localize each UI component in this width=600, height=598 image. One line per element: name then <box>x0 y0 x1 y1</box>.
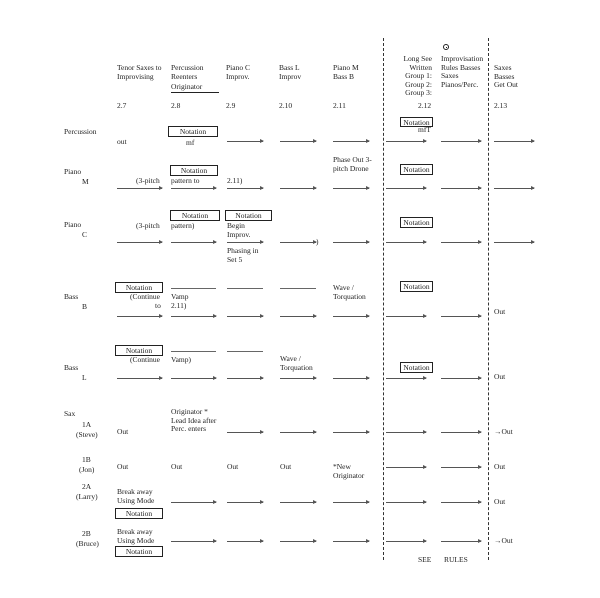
timeline-arrow <box>333 432 369 433</box>
timeline-arrow <box>280 502 316 503</box>
col-header-2-13: Saxes Basses Get Out <box>494 63 518 90</box>
row-sub-sax-2b: 2B <box>82 529 91 538</box>
timeline-arrow <box>441 141 481 142</box>
timeline-arrow <box>441 467 481 468</box>
bass-b-to: to <box>155 301 161 310</box>
timeline-arrow <box>333 141 369 142</box>
row-sub-bass-b: B <box>82 302 88 311</box>
timeline-arrow <box>441 378 481 379</box>
row-sub-piano-m: M <box>82 177 89 186</box>
row-label-percussion: Percussion <box>64 127 97 136</box>
col-number-2-13: 2.13 <box>494 101 508 110</box>
col-number-2-9: 2.9 <box>226 101 236 110</box>
piano-c-phasing: Phasing in Set 5 <box>227 246 259 264</box>
row-label-piano-c: Piano <box>64 220 82 229</box>
timeline-arrow <box>441 316 481 317</box>
sustain-line <box>227 288 263 289</box>
timeline-arrow <box>171 502 216 503</box>
notation-box: Notation <box>115 508 163 519</box>
timeline-arrow <box>494 188 534 189</box>
row-sub-bass-l: L <box>82 373 87 382</box>
timeline-arrow <box>171 316 216 317</box>
timeline-arrow <box>171 188 216 189</box>
timeline-arrow <box>441 432 481 433</box>
row-label-bass-b: Bass <box>64 292 79 301</box>
notation-box: Notation <box>400 164 433 175</box>
bass-l-out: Out <box>494 372 506 381</box>
timeline-arrow <box>333 316 369 317</box>
divider-left <box>383 38 384 560</box>
timeline-arrow <box>333 502 369 503</box>
sustain-line <box>280 288 316 289</box>
row-sub-sax-1b: 1B <box>82 455 91 464</box>
notation-box: Notation <box>170 165 218 176</box>
timeline-arrow <box>386 378 426 379</box>
timeline-arrow <box>171 378 216 379</box>
timeline-arrow <box>280 242 316 243</box>
timeline-arrow <box>333 242 369 243</box>
bass-b-vamp-ref: 2.11) <box>171 301 187 310</box>
row-sub-sax-2a: 2A <box>82 482 92 491</box>
timeline-arrow <box>227 378 263 379</box>
piano-c-begin: Begin Improv. <box>227 221 251 239</box>
col-header-rules: Improvisation Rules Basses Saxes Pianos/Perc. <box>441 54 484 89</box>
timeline-arrow <box>227 316 263 317</box>
timeline-arrow <box>280 188 316 189</box>
timeline-arrow <box>441 242 481 243</box>
divider-right <box>488 38 489 560</box>
col-header-2-8-sub: Originator <box>171 83 219 93</box>
timeline-arrow <box>386 188 426 189</box>
piano-c-pitch: (3-pitch <box>136 221 160 230</box>
timeline-arrow <box>280 141 316 142</box>
sax-1b-out-end: Out <box>494 462 506 471</box>
row-player-bruce: (Bruce) <box>76 539 99 548</box>
timeline-arrow <box>280 378 316 379</box>
bracket-close: ) <box>316 237 319 246</box>
row-sub-piano-c: C <box>82 230 88 239</box>
bass-b-out: Out <box>494 307 506 316</box>
timeline-arrow <box>386 242 426 243</box>
notation-box: Notation <box>225 210 272 221</box>
timeline-arrow <box>441 188 481 189</box>
timeline-arrow <box>227 141 263 142</box>
dynamic-mft: mfT <box>418 125 431 134</box>
timeline-arrow <box>117 316 162 317</box>
bass-b-wave: Wave / Torquation <box>333 283 366 301</box>
col-header-2-11: Piano M Bass B <box>333 63 359 81</box>
timeline-arrow <box>386 432 426 433</box>
footer-rules: RULES <box>444 555 468 564</box>
piano-m-pitch: (3-pitch <box>136 176 160 185</box>
timeline-arrow <box>441 502 481 503</box>
fermata-icon <box>443 44 449 50</box>
notation-box: Notation <box>115 282 163 293</box>
col-header-2-7: Tenor Saxes to Improvising <box>117 63 162 81</box>
dynamic-mf: mf <box>186 138 195 147</box>
timeline-arrow <box>494 242 534 243</box>
timeline-arrow <box>494 141 534 142</box>
sax-1a-out: Out <box>117 427 129 436</box>
col-header-2-9: Piano C Improv. <box>226 63 250 81</box>
timeline-arrow <box>333 541 369 542</box>
col-header-2-10: Bass L Improv <box>279 63 302 81</box>
timeline-arrow <box>227 541 263 542</box>
sax-2b-break: Break away Using Mode <box>117 527 155 545</box>
notation-box: Notation <box>400 217 433 228</box>
timeline-arrow <box>171 242 216 243</box>
sax-2b-end: →Out <box>494 536 513 545</box>
timeline-arrow <box>227 502 263 503</box>
sax-1a-originator: Originator * Lead Idea after Perc. enters <box>171 407 217 434</box>
timeline-arrow <box>117 188 162 189</box>
timeline-arrow <box>441 541 481 542</box>
piano-m-pattern-to: pattern to <box>171 176 200 185</box>
percussion-out: out <box>117 137 127 146</box>
col-header-2-12: Long See Written Group 1: Group 2: Group 3: <box>403 54 432 98</box>
notation-box: Notation <box>400 117 433 127</box>
piano-m-ref: 2.11) <box>227 176 243 185</box>
row-label-piano-m: Piano <box>64 167 82 176</box>
row-label-bass-l: Bass <box>64 363 79 372</box>
notation-box: Notation <box>400 362 433 373</box>
bass-l-vamp: Vamp) <box>171 355 191 364</box>
timeline-arrow <box>280 541 316 542</box>
col-number-2-7: 2.7 <box>117 101 127 110</box>
timeline-arrow <box>227 242 263 243</box>
col-number-2-12: 2.12 <box>418 101 432 110</box>
sax-1b-out: Out <box>227 462 239 471</box>
sax-1b-out: Out <box>171 462 183 471</box>
row-player-steve: (Steve) <box>76 430 98 439</box>
col-number-2-11: 2.11 <box>333 101 346 110</box>
timeline-arrow <box>386 541 426 542</box>
timeline-arrow <box>386 316 426 317</box>
timeline-arrow <box>117 378 162 379</box>
timeline-arrow <box>227 188 263 189</box>
timeline-arrow <box>171 541 216 542</box>
bass-b-continue: (Continue <box>130 292 160 301</box>
timeline-arrow <box>227 432 263 433</box>
notation-box: Notation <box>115 546 163 557</box>
col-number-2-10: 2.10 <box>279 101 293 110</box>
notation-box: Notation <box>168 126 218 137</box>
sax-1b-out: Out <box>280 462 292 471</box>
row-player-jon: (Jon) <box>79 465 95 474</box>
notation-box: Notation <box>400 281 433 292</box>
sax-2a-out: Out <box>494 497 506 506</box>
sustain-line <box>171 288 216 289</box>
sax-1b-out: Out <box>117 462 129 471</box>
timeline-arrow <box>333 188 369 189</box>
timeline-arrow <box>386 502 426 503</box>
timeline-arrow <box>333 378 369 379</box>
timeline-arrow <box>386 141 426 142</box>
col-header-2-8: Percussion Reenters <box>171 63 204 81</box>
col-number-2-8: 2.8 <box>171 101 181 110</box>
row-sub-sax-1a: 1A <box>82 420 92 429</box>
notation-box: Notation <box>170 210 220 221</box>
bass-l-wave: Wave / Torquation <box>280 354 313 372</box>
timeline-arrow <box>280 316 316 317</box>
piano-c-pattern: pattern) <box>171 221 195 230</box>
sustain-line <box>227 351 263 352</box>
bass-b-vamp: Vamp <box>171 292 189 301</box>
timeline-arrow <box>117 242 162 243</box>
footer-see: SEE <box>418 555 432 564</box>
row-player-larry: (Larry) <box>76 492 98 501</box>
notation-box: Notation <box>115 345 163 356</box>
timeline-arrow <box>386 467 426 468</box>
sax-2a-break: Break away Using Mode <box>117 487 155 505</box>
sustain-line <box>171 351 216 352</box>
sax-1a-end: →Out <box>494 427 513 436</box>
sax-1b-new-originator: *New Originator <box>333 462 365 480</box>
timeline-arrow <box>280 432 316 433</box>
piano-m-phase: Phase Out 3-pitch Drone <box>333 155 372 173</box>
row-label-sax: Sax <box>64 409 76 418</box>
bass-l-continue: (Continue <box>130 355 160 364</box>
